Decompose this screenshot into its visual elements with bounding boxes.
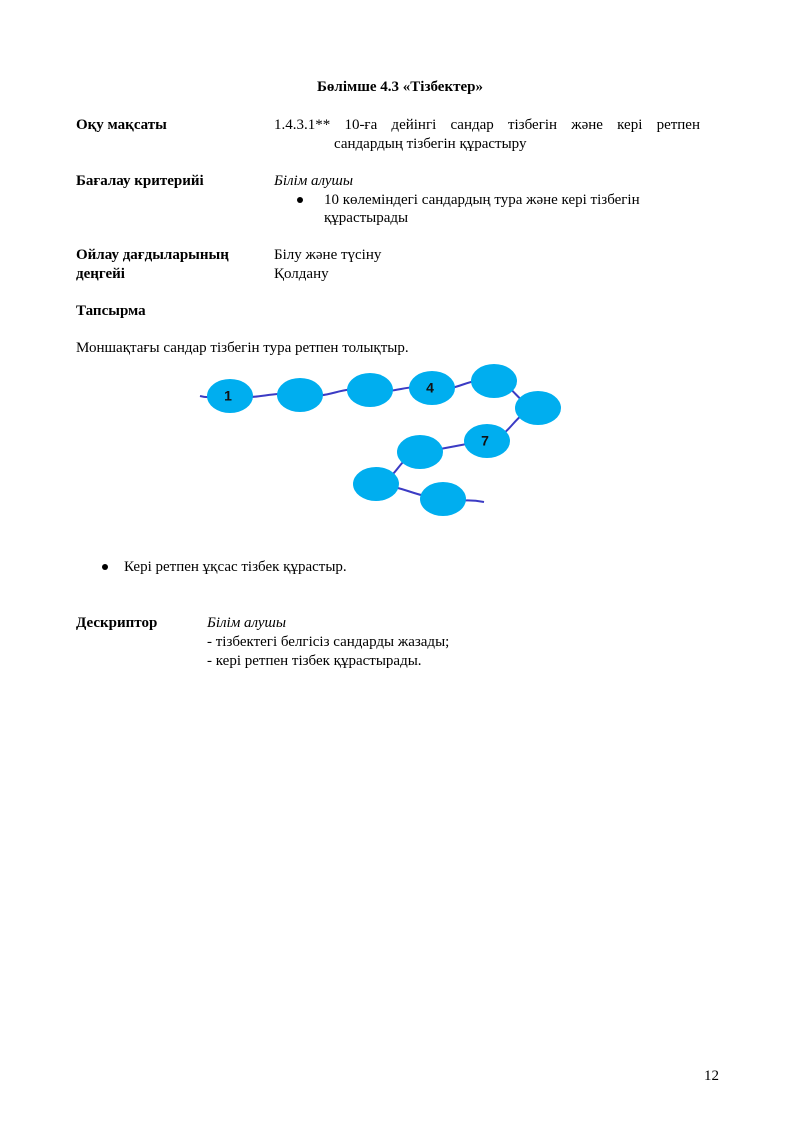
criteria-bullet-line1: 10 көлеміндегі сандардың тура және кері тізбегін <box>324 192 640 208</box>
bead-label: 4 <box>426 379 434 396</box>
criteria-label: Бағалау критерийі <box>76 173 204 189</box>
task-bullet: Кері ретпен ұқсас тізбек құрастыр. <box>124 559 347 575</box>
descriptor-line2: - кері ретпен тізбек құрастырады. <box>207 653 422 669</box>
goals-text-line2: сандардың тізбегін құрастыру <box>334 136 527 152</box>
page-title: Бөлімше 4.3 «Тізбектер» <box>317 79 483 95</box>
thinking-level1: Білу және түсіну <box>274 247 382 263</box>
criteria-learner: Білім алушы <box>274 173 354 189</box>
thinking-level2: Қолдану <box>274 266 329 282</box>
beads-group <box>207 364 561 516</box>
page-number: 12 <box>704 1068 719 1084</box>
task-instruction: Моншақтағы сандар тізбегін тура ретпен толықтыр. <box>76 340 409 356</box>
bead <box>347 373 393 407</box>
goals-label: Оқу мақсаты <box>76 117 167 133</box>
goals-text-line1: 1.4.3.1** 10-ға дейінгі сандар тізбегін және кері ретпен <box>274 117 700 133</box>
thinking-label-line2: деңгейі <box>76 266 125 282</box>
descriptor-line1: - тізбектегі белгісіз сандарды жазады; <box>207 634 450 650</box>
task-heading: Тапсырма <box>76 303 146 319</box>
bead <box>397 435 443 469</box>
descriptor-learner: Білім алушы <box>207 615 287 631</box>
bead <box>515 391 561 425</box>
bead <box>277 378 323 412</box>
bead-label: 7 <box>481 432 489 449</box>
bullet-icon <box>102 564 108 570</box>
thinking-label-line1: Ойлау дағдыларының <box>76 247 229 263</box>
bead <box>471 364 517 398</box>
bead <box>420 482 466 516</box>
criteria-bullet-line2: құрастырады <box>324 210 409 226</box>
descriptor-label: Дескриптор <box>76 615 158 631</box>
bead-label: 1 <box>224 387 232 404</box>
bead <box>353 467 399 501</box>
